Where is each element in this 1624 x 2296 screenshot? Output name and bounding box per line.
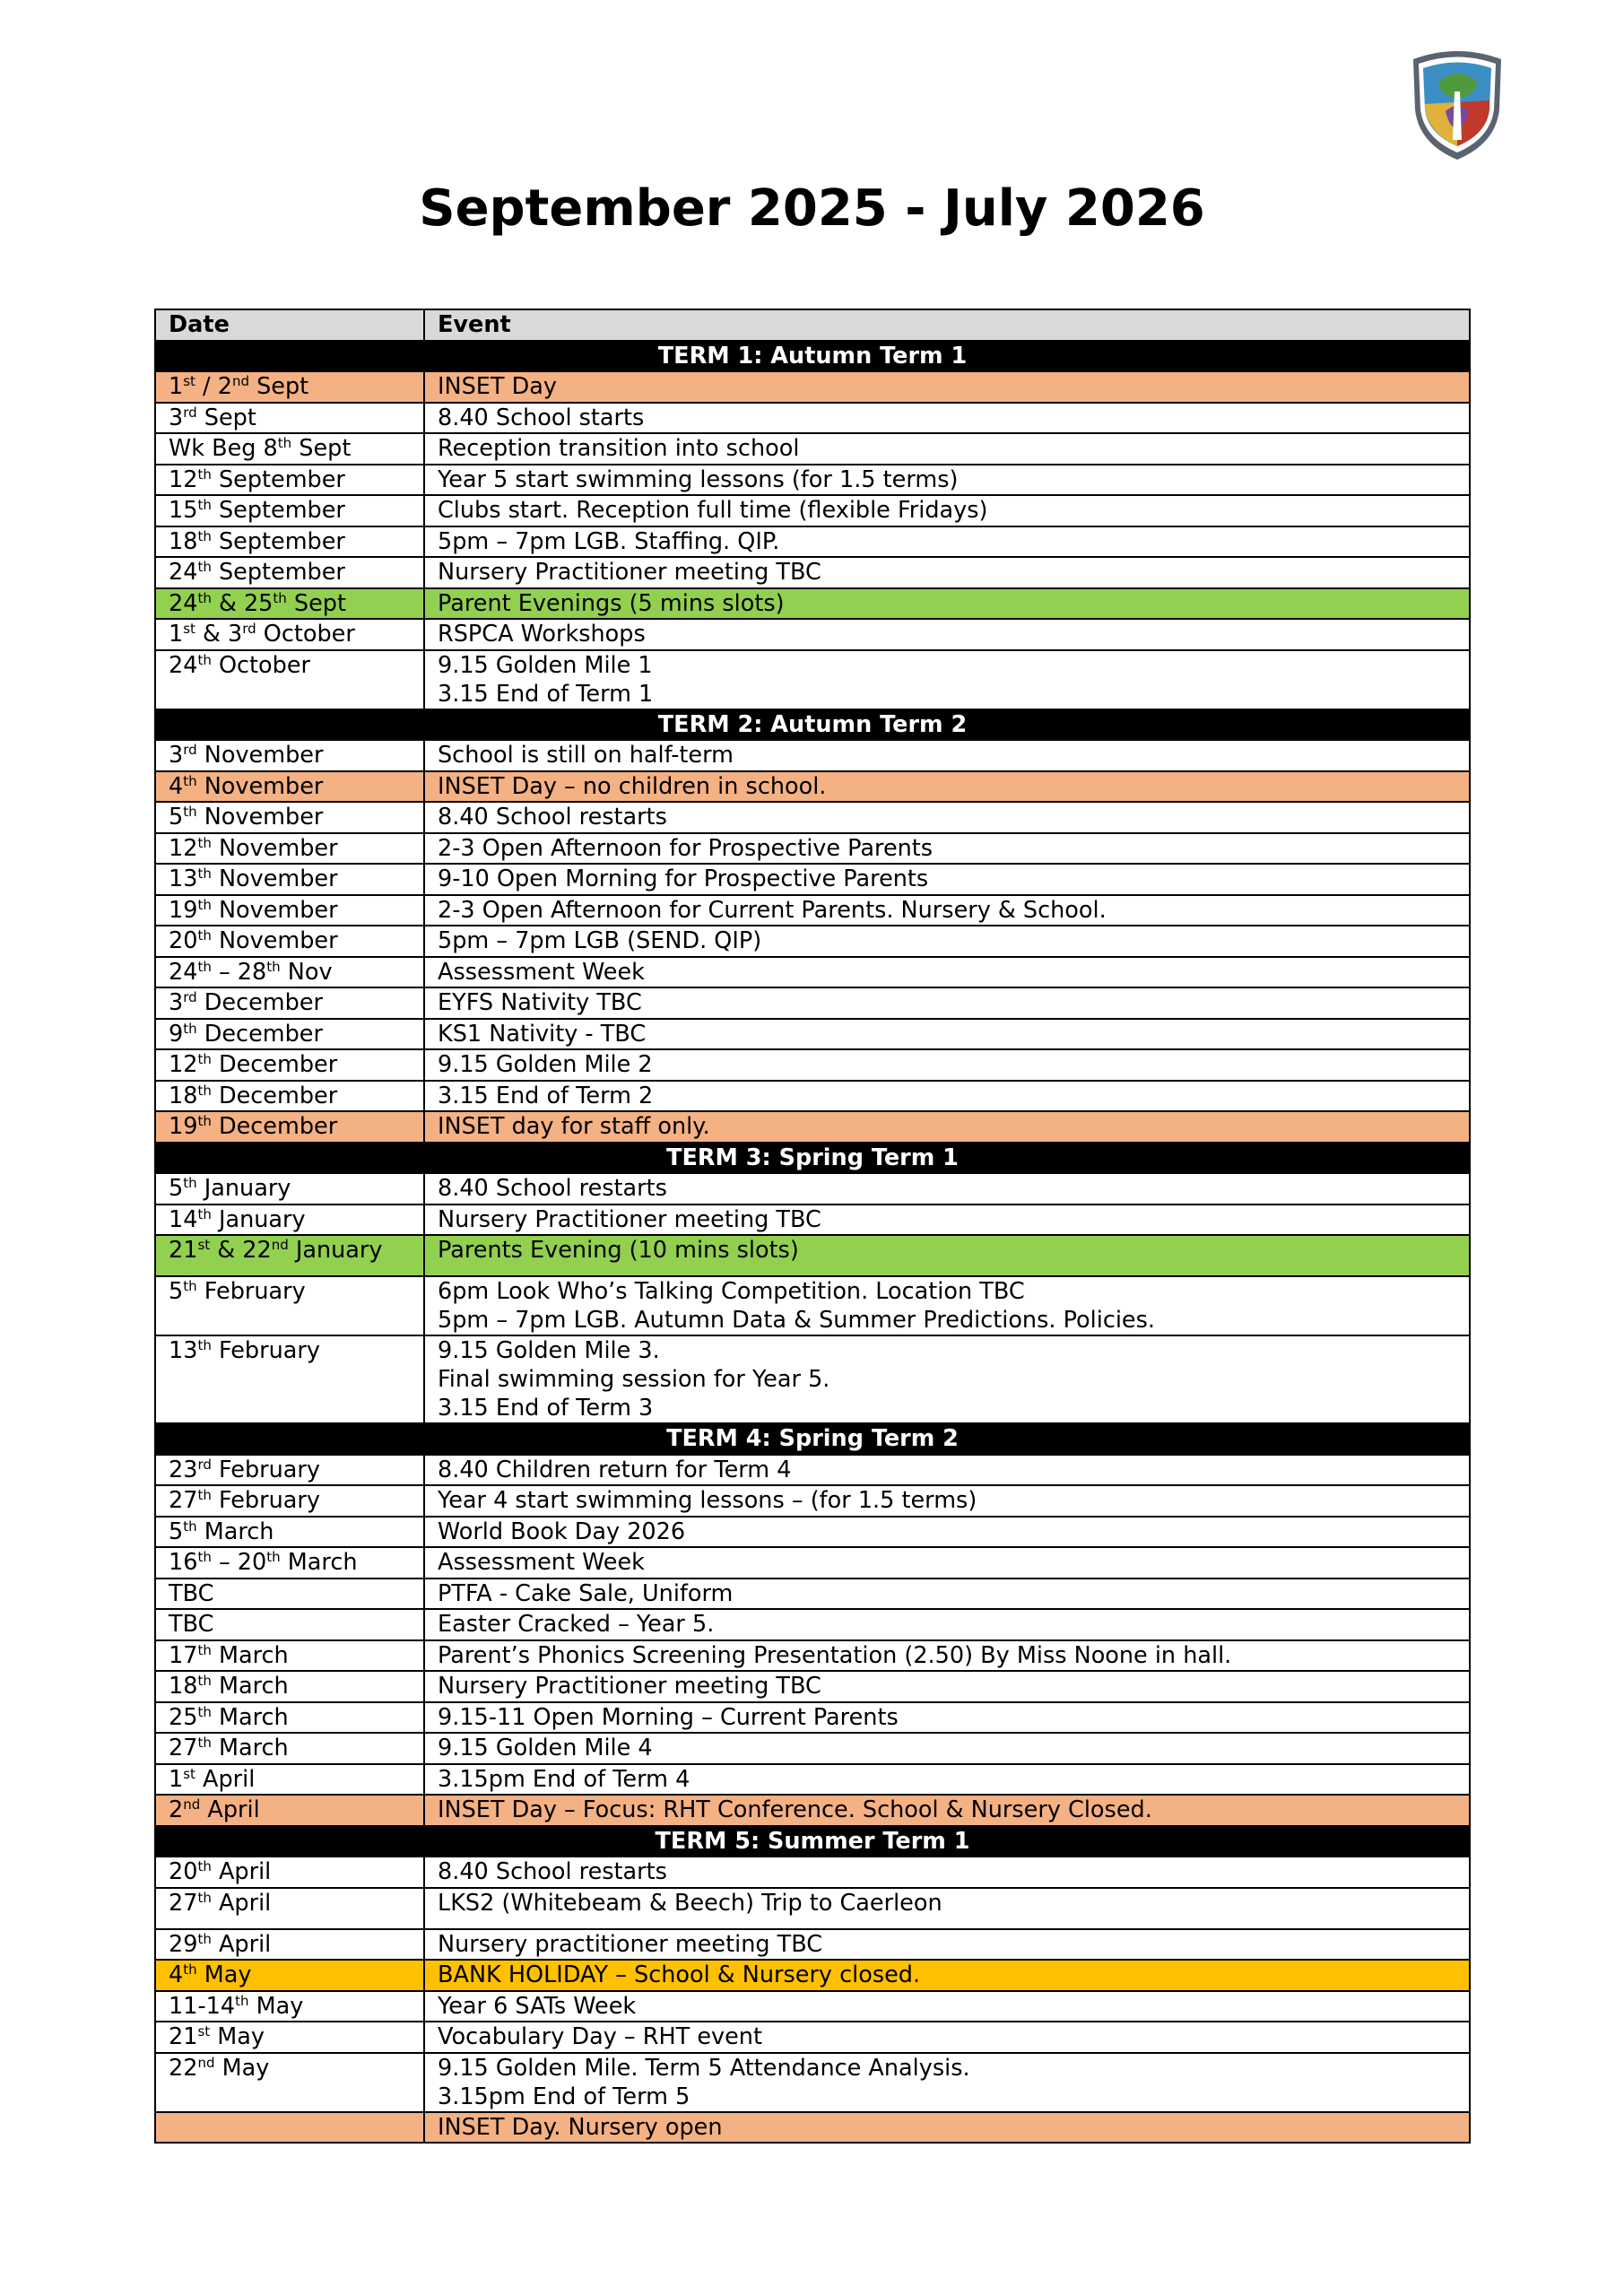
event-cell xyxy=(424,495,1470,526)
table-row xyxy=(155,1049,1470,1081)
event-cell xyxy=(424,588,1470,620)
term-header-row xyxy=(155,1423,1470,1455)
event-cell xyxy=(424,1857,1470,1888)
event-cell xyxy=(424,1276,1470,1335)
event-cell xyxy=(424,1111,1470,1143)
date-cell: 13th November xyxy=(155,864,424,895)
event-cell xyxy=(424,619,1470,650)
table-row xyxy=(155,1960,1470,1991)
event-cell xyxy=(424,403,1470,434)
term-title: TERM 3: Spring Term 1 xyxy=(155,1143,1470,1174)
event-cell xyxy=(424,2053,1470,2112)
date-cell: 18th March xyxy=(155,1671,424,1702)
event-cell xyxy=(424,650,1470,709)
table-row xyxy=(155,1111,1470,1143)
date-cell: 5th February xyxy=(155,1276,424,1335)
date-cell: 21st & 22nd January xyxy=(155,1235,424,1276)
event-cell xyxy=(424,1578,1470,1610)
date-column-header: Date xyxy=(155,309,424,341)
event-line: Nursery Practitioner meeting TBC xyxy=(438,1205,821,1233)
date-cell: TBC xyxy=(155,1609,424,1640)
calendar-table xyxy=(154,309,1471,2144)
date-cell: 21st May xyxy=(155,2022,424,2053)
term-header-row xyxy=(155,1143,1470,1174)
date-cell: 18th December xyxy=(155,1081,424,1112)
event-line: Nursery practitioner meeting TBC xyxy=(438,1930,823,1958)
event-cell xyxy=(424,2112,1470,2144)
table-row xyxy=(155,2112,1470,2144)
event-cell xyxy=(424,526,1470,558)
event-line: Parents Evening (10 mins slots) xyxy=(438,1237,799,1264)
date-cell: 27th February xyxy=(155,1485,424,1517)
event-line: 9.15 Golden Mile 4 xyxy=(438,1735,653,1761)
table-row xyxy=(155,526,1470,558)
date-cell: 1st / 2nd Sept xyxy=(155,371,424,403)
table-row xyxy=(155,1455,1470,1486)
table-row xyxy=(155,1640,1470,1672)
event-line: Reception transition into school xyxy=(438,435,800,462)
date-cell: 9th December xyxy=(155,1019,424,1050)
date-cell: 13th February xyxy=(155,1335,424,1423)
event-line: KS1 Nativity - TBC xyxy=(438,1020,647,1048)
event-line: INSET Day – Focus: RHT Conference. School & Nursery Closed. xyxy=(438,1796,1152,1823)
table-row xyxy=(155,895,1470,926)
term-title: TERM 5: Summer Term 1 xyxy=(155,1826,1470,1857)
event-cell xyxy=(424,864,1470,895)
event-line: 3.15pm End of Term 4 xyxy=(438,1765,690,1793)
table-header-row xyxy=(155,309,1470,341)
term-header-row xyxy=(155,709,1470,741)
event-line: INSET Day xyxy=(438,373,557,400)
date-cell: 19th November xyxy=(155,895,424,926)
table-row xyxy=(155,1764,1470,1796)
event-line: BANK HOLIDAY – School & Nursery closed. xyxy=(438,1961,921,1988)
table-row xyxy=(155,1019,1470,1050)
event-cell xyxy=(424,802,1470,833)
table-row xyxy=(155,1578,1470,1610)
table-row xyxy=(155,1991,1470,2022)
event-line: Nursery Practitioner meeting TBC xyxy=(438,1673,821,1700)
table-row xyxy=(155,588,1470,620)
event-cell xyxy=(424,1547,1470,1578)
table-row xyxy=(155,1485,1470,1517)
event-line: 8.40 School restarts xyxy=(438,1858,667,1885)
event-cell xyxy=(424,1764,1470,1796)
table-row xyxy=(155,864,1470,895)
event-line: Final swimming session for Year 5. xyxy=(438,1366,830,1393)
date-cell: 20th April xyxy=(155,1857,424,1888)
term-header-row xyxy=(155,341,1470,372)
date-cell: 24th & 25th Sept xyxy=(155,588,424,620)
event-line: LKS2 (Whitebeam & Beech) Trip to Caerleon xyxy=(438,1889,942,1917)
date-cell: 25th March xyxy=(155,1702,424,1734)
event-cell xyxy=(424,1795,1470,1826)
event-cell xyxy=(424,1081,1470,1112)
event-line: 3.15 End of Term 2 xyxy=(438,1082,654,1109)
date-cell: 24th – 28th Nov xyxy=(155,957,424,988)
date-cell: 22nd May xyxy=(155,2053,424,2112)
date-cell xyxy=(155,2112,424,2144)
date-cell: 18th September xyxy=(155,526,424,558)
event-column-header: Event xyxy=(424,309,1470,341)
event-line: 5pm – 7pm LGB. Autumn Data & Summer Predictions. Policies. xyxy=(438,1307,1156,1334)
date-cell: 3rd December xyxy=(155,987,424,1019)
table-row xyxy=(155,403,1470,434)
table-row xyxy=(155,2022,1470,2053)
event-cell xyxy=(424,1173,1470,1205)
date-cell: 5th March xyxy=(155,1517,424,1548)
event-cell xyxy=(424,2022,1470,2053)
event-cell xyxy=(424,1991,1470,2022)
date-cell: 2nd April xyxy=(155,1795,424,1826)
table-row xyxy=(155,1929,1470,1961)
term-title: TERM 1: Autumn Term 1 xyxy=(155,341,1470,372)
table-row xyxy=(155,957,1470,988)
event-cell xyxy=(424,1019,1470,1050)
table-row xyxy=(155,740,1470,771)
event-cell xyxy=(424,1485,1470,1517)
event-cell xyxy=(424,895,1470,926)
event-cell xyxy=(424,1455,1470,1486)
table-row xyxy=(155,1205,1470,1236)
calendar-body xyxy=(155,341,1470,2144)
event-line: RSPCA Workshops xyxy=(438,621,646,648)
event-cell xyxy=(424,1049,1470,1081)
event-line: 9.15-11 Open Morning – Current Parents xyxy=(438,1703,899,1731)
term-title: TERM 2: Autumn Term 2 xyxy=(155,709,1470,741)
event-cell xyxy=(424,1517,1470,1548)
date-cell: 17th March xyxy=(155,1640,424,1672)
date-cell: TBC xyxy=(155,1578,424,1610)
date-cell: 24th October xyxy=(155,650,424,709)
date-cell: 27th March xyxy=(155,1733,424,1764)
table-row xyxy=(155,1335,1470,1423)
event-cell xyxy=(424,1640,1470,1672)
date-cell: 1st & 3rd October xyxy=(155,619,424,650)
event-line: 3.15 End of Term 3 xyxy=(438,1395,654,1422)
table-row xyxy=(155,1795,1470,1826)
table-row xyxy=(155,619,1470,650)
table-row xyxy=(155,1547,1470,1578)
table-row xyxy=(155,987,1470,1019)
date-cell: 12th November xyxy=(155,833,424,865)
event-line: 6pm Look Who’s Talking Competition. Location TBC xyxy=(438,1278,1025,1305)
event-cell xyxy=(424,1235,1470,1276)
event-cell xyxy=(424,1205,1470,1236)
event-cell xyxy=(424,1609,1470,1640)
event-cell xyxy=(424,371,1470,403)
date-cell: 15th September xyxy=(155,495,424,526)
event-line: 5pm – 7pm LGB. Staffing. QIP. xyxy=(438,527,780,555)
table-row xyxy=(155,802,1470,833)
date-cell: 27th April xyxy=(155,1888,424,1929)
table-row xyxy=(155,650,1470,709)
event-line: 5pm – 7pm LGB (SEND. QIP) xyxy=(438,927,762,954)
school-crest-logo xyxy=(1410,47,1505,161)
event-line: School is still on half-term xyxy=(438,742,734,769)
date-cell: 20th November xyxy=(155,926,424,957)
event-cell xyxy=(424,1733,1470,1764)
table-row xyxy=(155,1733,1470,1764)
event-line: Parent’s Phonics Screening Presentation (2.50) By Miss Noone in hall. xyxy=(438,1641,1232,1669)
date-cell: 5th November xyxy=(155,802,424,833)
term-title: TERM 4: Spring Term 2 xyxy=(155,1423,1470,1455)
table-row xyxy=(155,371,1470,403)
event-line: 9.15 Golden Mile 1 xyxy=(438,651,653,679)
event-line: 8.40 School restarts xyxy=(438,1175,667,1202)
event-line: INSET day for staff only. xyxy=(438,1113,710,1140)
event-cell xyxy=(424,771,1470,803)
event-line: Vocabulary Day – RHT event xyxy=(438,2023,762,2050)
table-row xyxy=(155,1857,1470,1888)
table-row xyxy=(155,557,1470,588)
event-line: World Book Day 2026 xyxy=(438,1518,686,1545)
event-cell xyxy=(424,1671,1470,1702)
table-row xyxy=(155,2053,1470,2112)
table-row xyxy=(155,465,1470,496)
date-cell: 4th May xyxy=(155,1960,424,1991)
table-row xyxy=(155,1702,1470,1734)
event-line: INSET Day – no children in school. xyxy=(438,772,827,800)
date-cell: 4th November xyxy=(155,771,424,803)
event-line: Easter Cracked – Year 5. xyxy=(438,1611,715,1638)
date-cell: 12th December xyxy=(155,1049,424,1081)
date-cell: 29th April xyxy=(155,1929,424,1961)
event-cell xyxy=(424,1335,1470,1423)
table-row xyxy=(155,1671,1470,1702)
table-row xyxy=(155,1276,1470,1335)
event-cell xyxy=(424,833,1470,865)
table-row xyxy=(155,1235,1470,1276)
table-row xyxy=(155,833,1470,865)
event-cell xyxy=(424,957,1470,988)
event-line: Assessment Week xyxy=(438,1549,645,1576)
event-line: 8.40 School restarts xyxy=(438,804,667,831)
date-cell: 16th – 20th March xyxy=(155,1547,424,1578)
event-line: 9.15 Golden Mile 2 xyxy=(438,1051,653,1078)
date-cell: Wk Beg 8th Sept xyxy=(155,433,424,465)
event-line: Nursery Practitioner meeting TBC xyxy=(438,559,821,586)
event-cell xyxy=(424,1929,1470,1961)
table-row xyxy=(155,1609,1470,1640)
date-cell: 3rd Sept xyxy=(155,403,424,434)
event-line: Year 4 start swimming lessons – (for 1.5 terms) xyxy=(438,1487,977,1514)
event-line: 3.15 End of Term 1 xyxy=(438,680,654,708)
event-line: Parent Evenings (5 mins slots) xyxy=(438,589,785,617)
event-line: 8.40 School starts xyxy=(438,404,645,431)
event-cell xyxy=(424,987,1470,1019)
date-cell: 1st April xyxy=(155,1764,424,1796)
event-cell xyxy=(424,557,1470,588)
event-line: 9.15 Golden Mile. Term 5 Attendance Analysis. xyxy=(438,2054,970,2082)
event-line: 3.15pm End of Term 5 xyxy=(438,2083,690,2110)
event-line: 2-3 Open Afternoon for Current Parents. Nursery & School. xyxy=(438,896,1107,924)
event-line: EYFS Nativity TBC xyxy=(438,989,642,1016)
event-line: Assessment Week xyxy=(438,958,645,986)
date-cell: 19th December xyxy=(155,1111,424,1143)
event-line: Year 5 start swimming lessons (for 1.5 terms) xyxy=(438,465,959,493)
table-row xyxy=(155,926,1470,957)
event-cell xyxy=(424,1960,1470,1991)
date-cell: 5th January xyxy=(155,1173,424,1205)
date-cell: 12th September xyxy=(155,465,424,496)
table-row xyxy=(155,1517,1470,1548)
term-header-row xyxy=(155,1826,1470,1857)
date-cell: 14th January xyxy=(155,1205,424,1236)
table-row xyxy=(155,1888,1470,1929)
event-cell xyxy=(424,740,1470,771)
event-line: 8.40 Children return for Term 4 xyxy=(438,1456,792,1483)
table-row xyxy=(155,1081,1470,1112)
event-line: Year 6 SATs Week xyxy=(438,1992,637,2020)
event-line: Clubs start. Reception full time (flexible Fridays) xyxy=(438,497,988,524)
event-line: INSET Day. Nursery open xyxy=(438,2113,723,2141)
date-cell: 11-14th May xyxy=(155,1991,424,2022)
event-line: PTFA - Cake Sale, Uniform xyxy=(438,1579,734,1607)
event-line: 2-3 Open Afternoon for Prospective Parents xyxy=(438,834,934,862)
table-row xyxy=(155,1173,1470,1205)
event-cell xyxy=(424,433,1470,465)
event-cell xyxy=(424,926,1470,957)
event-line: 9.15 Golden Mile 3. xyxy=(438,1337,660,1364)
event-line: 9-10 Open Morning for Prospective Parents xyxy=(438,865,929,892)
date-cell: 24th September xyxy=(155,557,424,588)
event-cell xyxy=(424,1888,1470,1929)
table-row xyxy=(155,771,1470,803)
table-row xyxy=(155,433,1470,465)
table-row xyxy=(155,495,1470,526)
date-cell: 3rd November xyxy=(155,740,424,771)
event-cell xyxy=(424,465,1470,496)
date-cell: 23rd February xyxy=(155,1455,424,1486)
page-title: September 2025 - July 2026 xyxy=(419,179,1205,238)
event-cell xyxy=(424,1702,1470,1734)
